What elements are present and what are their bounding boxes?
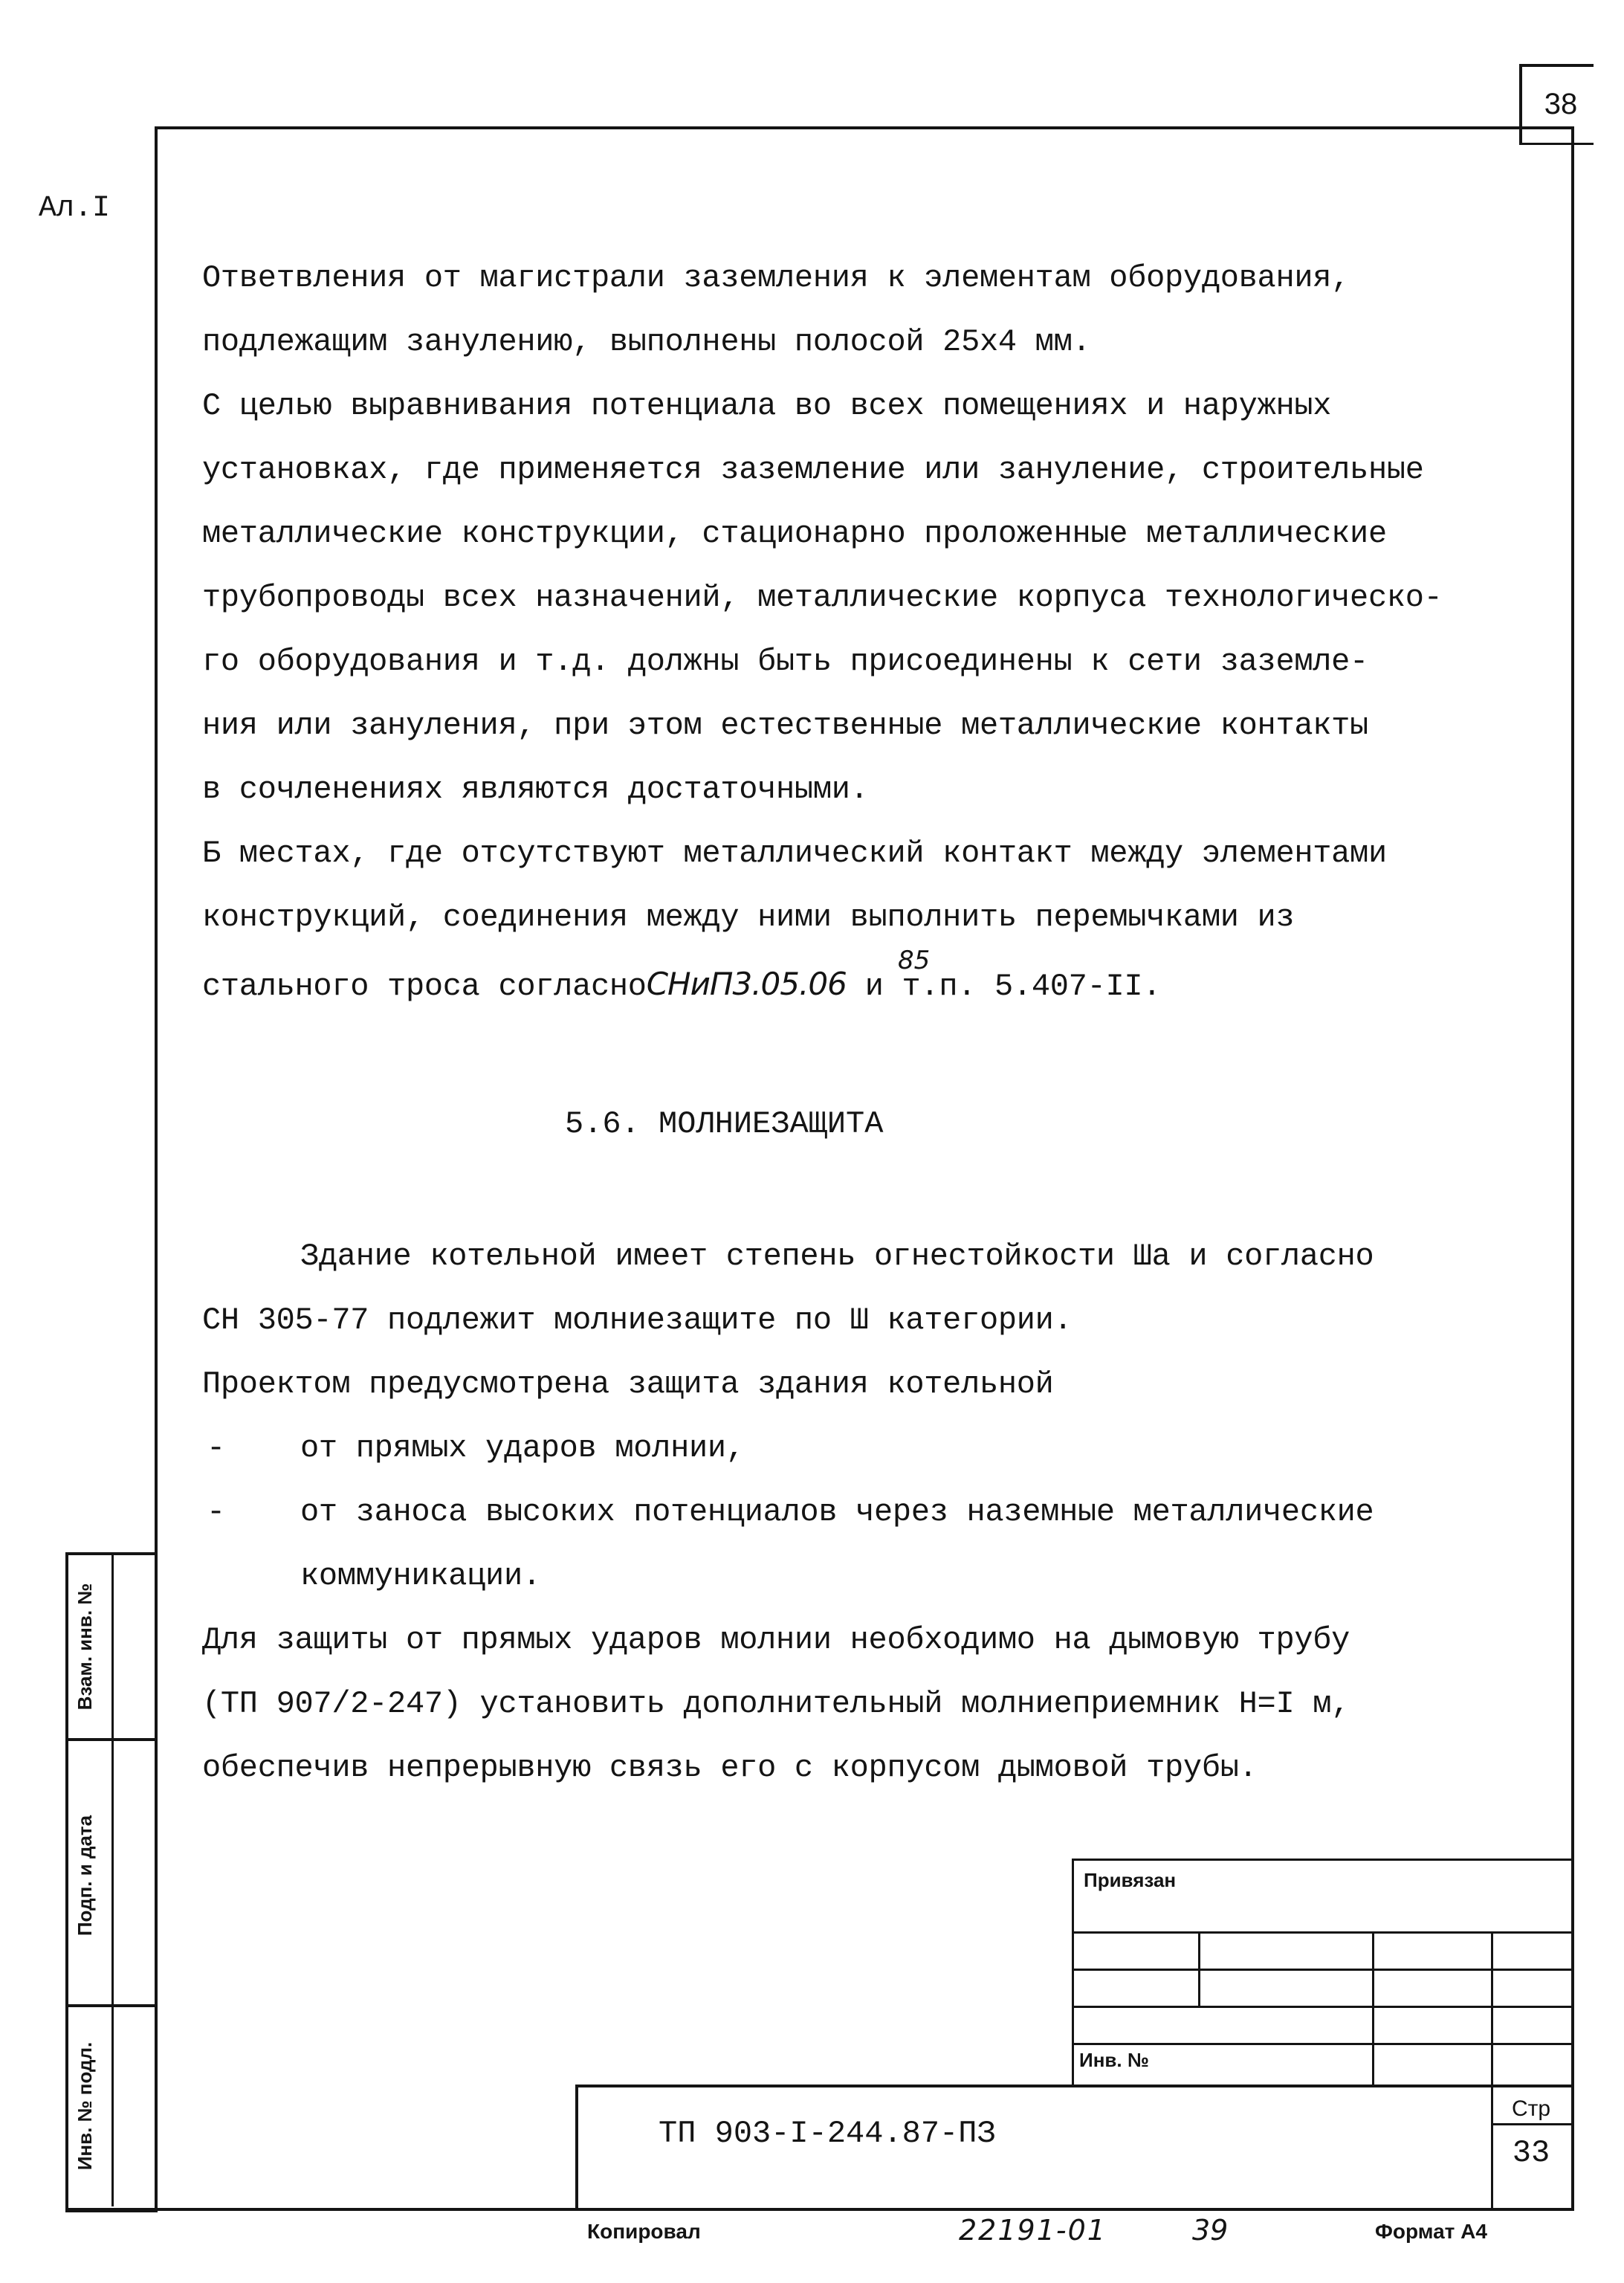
body-line: Здание котельной имеет степень огнестойкости Шa и согласно	[300, 1239, 1374, 1274]
title-block-line	[1072, 1859, 1573, 1861]
margin-stamp-row-line	[65, 1738, 155, 1741]
body-line: трубопроводы всех назначений, металлические корпуса технологическо-	[202, 580, 1443, 616]
page-number-box-left	[1519, 64, 1522, 144]
body-line: С целью выравнивания потенциала во всех помещениях и наружных	[202, 388, 1332, 424]
snip-reference: СНиП3.05.06	[646, 966, 847, 1002]
frame-bottom-border	[65, 2208, 1574, 2211]
body-line: Ответвления от магистрали заземления к элементам оборудования,	[202, 260, 1350, 296]
bullet-dash: -	[207, 1430, 226, 1466]
body-line: Проектом предусмотрена защита здания котельной	[202, 1366, 1054, 1402]
album-label: Ал.I	[39, 192, 111, 225]
sheet-value: 33	[1512, 2135, 1550, 2171]
sheet-label: Стр	[1511, 2096, 1551, 2121]
title-block-line	[1072, 1931, 1573, 1934]
section-heading: 5.6. МОЛНИЕЗАЩИТА	[565, 1106, 884, 1142]
frame-right-border	[1571, 126, 1574, 2211]
body-line: в сочленениях являются достаточными.	[202, 772, 869, 807]
sign-date-label: Подп. и дата	[74, 1815, 96, 1937]
body-line: Для защиты от прямых ударов молнии необходимо на дымовую трубу	[202, 1622, 1350, 1658]
body-line: (ТП 907/2-247) установить дополнительный молниеприемник Н=I м,	[202, 1686, 1350, 1722]
page-number-box-bottom	[1519, 143, 1594, 145]
format-label: Формат А4	[1375, 2220, 1487, 2243]
body-line: обеспечив непрерывную связь его с корпусом дымовой трубы.	[202, 1750, 1258, 1786]
title-block-line	[1372, 1931, 1374, 2086]
title-block-line	[1072, 2006, 1573, 2008]
body-line: го оборудования и т.д. должны быть присоединены к сети заземле-	[202, 644, 1368, 679]
inv-original-label: Инв. № подл.	[74, 2041, 96, 2171]
bullet-continuation: коммуникации.	[300, 1558, 541, 1594]
bullet-item: от заноса высоких потенциалов через наземные металлические	[300, 1494, 1374, 1530]
copied-label: Копировал	[587, 2220, 701, 2243]
body-line: подлежащим занулению, выполнены полосой 25х4 мм.	[202, 324, 1091, 360]
title-block-line	[1491, 1931, 1493, 2211]
body-line: ния или зануления, при этом естественные металлические контакты	[202, 708, 1368, 743]
body-line: конструкций, соединения между ними выполнить перемычками из	[202, 900, 1295, 935]
trose-suffix: и т.п. 5.407-II.	[864, 969, 1162, 1004]
title-block-line	[1491, 2123, 1573, 2125]
inv-no-label: Инв. №	[1079, 2049, 1149, 2071]
body-line: Б местах, где отсутствуют металлический контакт между элементами	[202, 836, 1387, 871]
snip-year-superscript: 85	[898, 946, 931, 975]
bullet-item: от прямых ударов молнии,	[300, 1430, 745, 1466]
title-block-line	[1072, 1969, 1573, 1971]
title-block-line	[1072, 1859, 1074, 2086]
body-line: металлические конструкции, стационарно проложенные металлические	[202, 516, 1387, 552]
attached-label: Привязан	[1084, 1869, 1177, 1891]
order-number: 22191-01	[959, 2214, 1107, 2247]
page-number: 38	[1544, 88, 1578, 120]
sheet-number: 39	[1192, 2214, 1229, 2247]
title-block-line	[1198, 1931, 1200, 2006]
body-line-snip	[202, 966, 1161, 1004]
frame-top-border	[155, 126, 1574, 129]
page-number-box-top	[1519, 64, 1594, 67]
margin-stamp-row-line	[65, 2004, 155, 2007]
title-block-line	[575, 2085, 1573, 2087]
body-line: СН 305-77 подлежит молниезащите по Ш категории.	[202, 1302, 1073, 1338]
trose-prefix: стального троса согласно	[202, 969, 647, 1004]
body-line: установках, где применяется заземление или зануление, строительные	[202, 452, 1424, 488]
document-code: ТП 903-I-244.87-ПЗ	[659, 2116, 996, 2151]
replaced-inv-label: Взам. инв. №	[74, 1583, 96, 1711]
margin-stamp-divider	[111, 1554, 114, 2206]
bullet-dash: -	[207, 1494, 226, 1530]
title-block-line	[1072, 2043, 1573, 2045]
title-block-line	[575, 2085, 578, 2209]
